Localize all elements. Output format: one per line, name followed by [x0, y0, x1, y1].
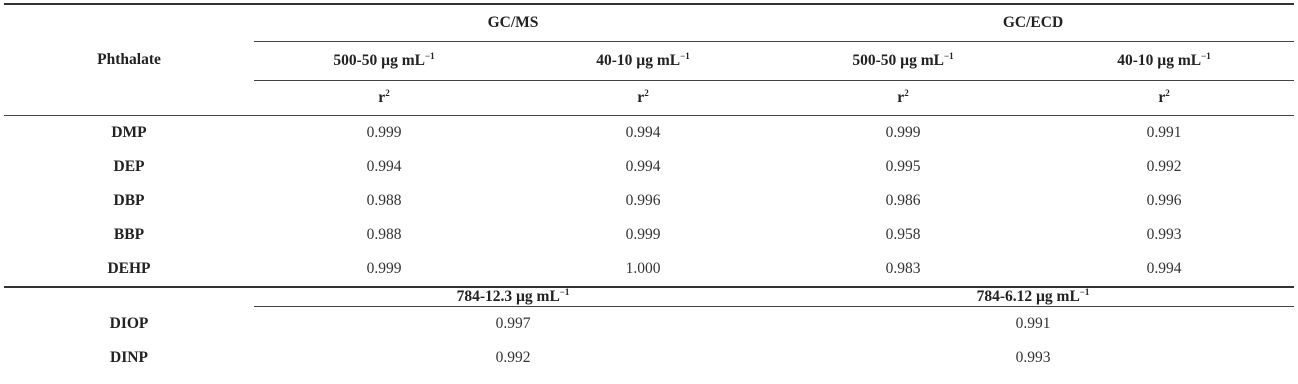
r2-value: 0.992: [495, 349, 531, 366]
phthalate-name: DMP: [111, 124, 147, 141]
range-header-gcecd-section2: 784-6.12 µg $mL^{-1}$: [772, 287, 1294, 307]
range-header-gcms-low: 40-10 µg $mL^{-1}$: [514, 42, 772, 81]
r2-value: 0.992: [1146, 158, 1182, 175]
range-header-gcecd-low: 40-10 µg $mL^{-1}$: [1034, 42, 1294, 81]
table-row: [4, 252, 1294, 287]
calibration-table: [4, 3, 1294, 375]
r2-value: 0.988: [366, 226, 402, 243]
section2-blank: [4, 287, 254, 307]
r2-value: 0.999: [885, 124, 921, 141]
phthalate-name: DEHP: [107, 260, 151, 277]
range-header-gcms-section2: 784-12.3 µg $mL^{-1}$: [254, 287, 772, 307]
gcms-header: GC/MS: [254, 4, 772, 42]
r2-value: 0.986: [885, 192, 921, 209]
range-header-gcecd-high: 500-50 µg $mL^{-1}$: [772, 42, 1034, 81]
r2-value: 0.999: [366, 124, 402, 141]
range-header-gcms-high: 500-50 µg $mL^{-1}$: [254, 42, 514, 81]
r2-value: 0.994: [1146, 260, 1182, 277]
table-row: [4, 307, 1294, 342]
r2-value: 0.983: [885, 260, 921, 277]
r2-value: 0.997: [495, 315, 531, 332]
table-row: [4, 184, 1294, 218]
r2-value: 0.958: [885, 226, 921, 243]
r2-value: 0.994: [366, 158, 402, 175]
table-row: [4, 150, 1294, 184]
table-row: [4, 218, 1294, 252]
r2-value: 0.988: [366, 192, 402, 209]
r2-value: 0.993: [1146, 226, 1182, 243]
r2-value: 0.999: [366, 260, 402, 277]
r2-value: 0.993: [1015, 349, 1051, 366]
r2-value: 0.999: [625, 226, 661, 243]
phthalate-name: DEP: [113, 158, 145, 175]
table-row: [4, 116, 1294, 151]
r2-header: $r^2$: [254, 81, 514, 116]
phthalate-name: DBP: [113, 192, 145, 209]
r2-value: 1.000: [625, 260, 661, 277]
r2-value: 0.994: [625, 124, 661, 141]
table-row: [4, 341, 1294, 375]
r2-header: $r^2$: [514, 81, 772, 116]
phthalate-name: DIOP: [109, 314, 149, 332]
r2-value: 0.991: [1015, 315, 1051, 332]
r2-header: $r^2$: [1034, 81, 1294, 116]
r2-value: 0.996: [1146, 192, 1182, 209]
r2-value: 0.995: [885, 158, 921, 175]
gcecd-header: GC/ECD: [772, 4, 1294, 42]
phthalate-header: Phthalate: [97, 51, 161, 68]
r2-value: 0.996: [625, 192, 661, 209]
phthalate-name: BBP: [113, 226, 145, 243]
phthalate-name: DINP: [110, 349, 148, 366]
r2-value: 0.991: [1146, 124, 1182, 141]
r2-value: 0.994: [625, 158, 661, 175]
r2-header: $r^2$: [772, 81, 1034, 116]
